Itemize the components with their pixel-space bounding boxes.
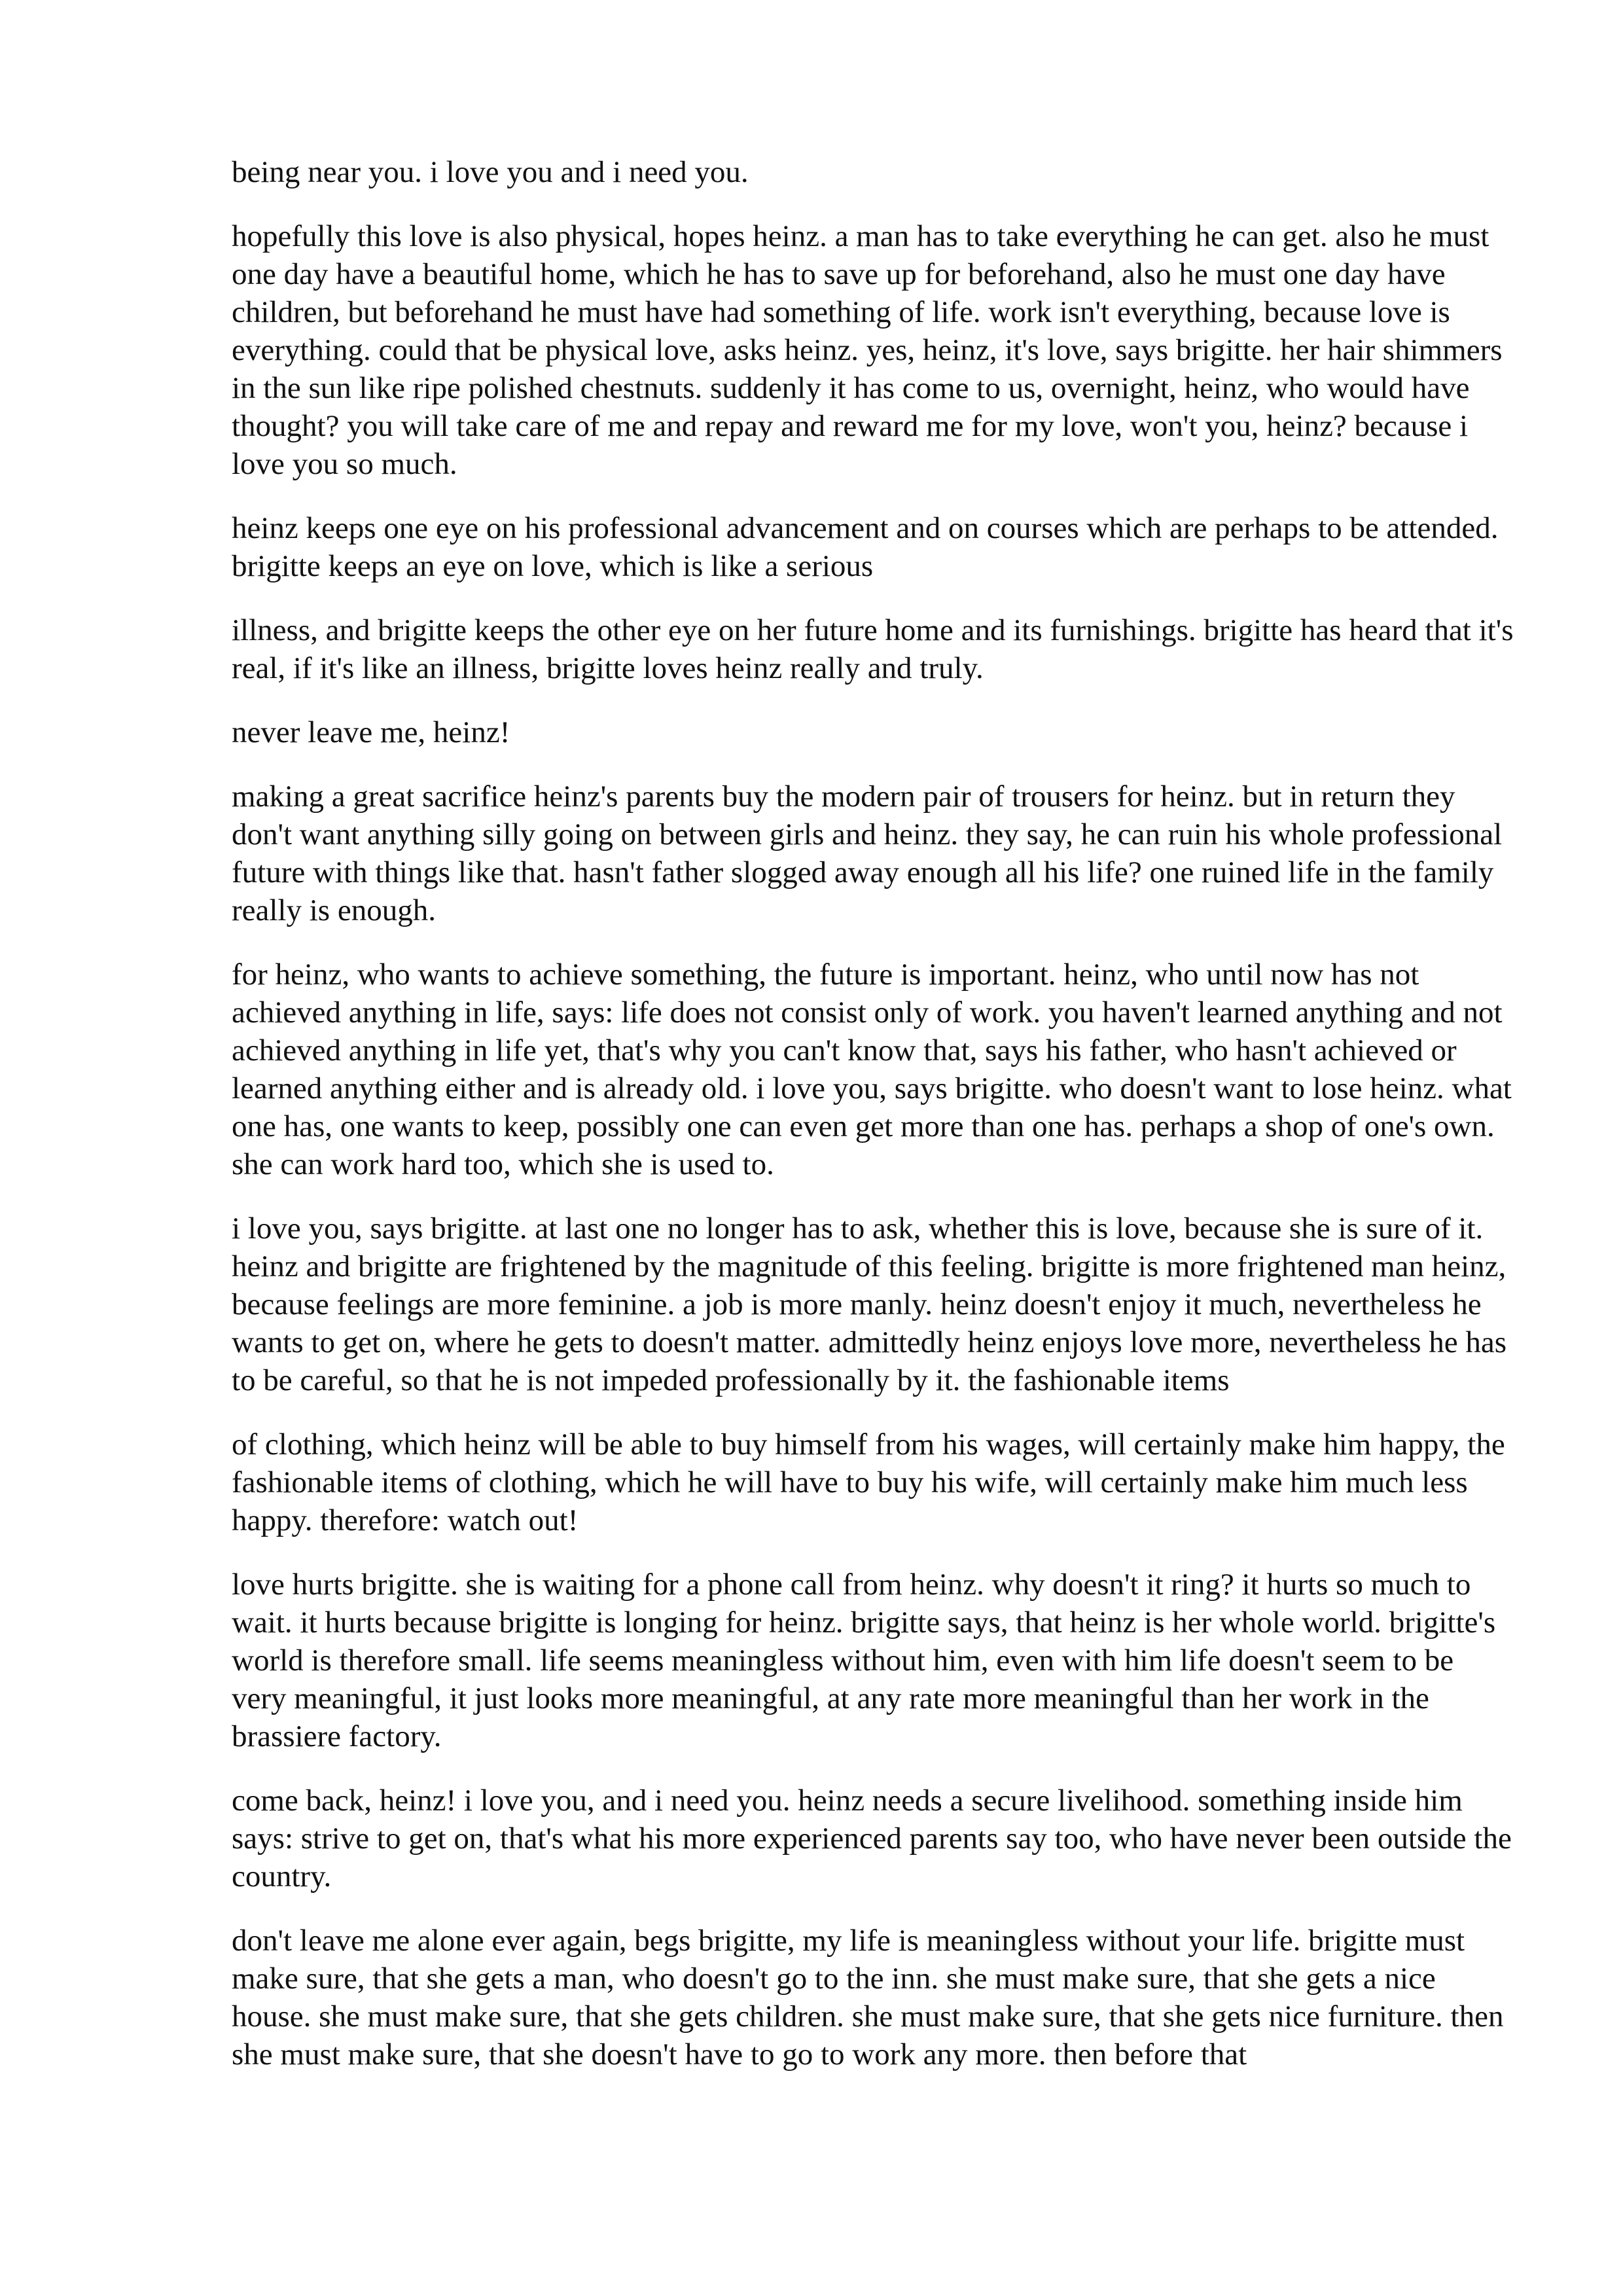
paragraph-10: love hurts brigitte. she is waiting for a phone call from heinz. why doesn't it ring? it hurts so much to wait. it hurts because brigitte is longing for heinz. brigitte says, that heinz is her whole world. brigitte's world is therefore small. life seems meaningless without him, even with him life doesn't seem to be very meaningful, it just looks more meaningful, at any rate more meaningful than her work in the brassiere factory.	[232, 1568, 1496, 1753]
paragraph-9: of clothing, which heinz will be able to buy himself from his wages, will certainly make him happy, the fashionable items of clothing, which he will have to buy his wife, will certainly make him much less happy. therefore: watch out!	[232, 1427, 1505, 1537]
paragraph-11: come back, heinz! i love you, and i need you. heinz needs a secure livelihood. something inside him says: strive to get on, that's what his more experienced parents say too, who have never been outside the country.	[232, 1784, 1512, 1893]
document-page	[232, 153, 1514, 2100]
paragraph-12: don't leave me alone ever again, begs brigitte, my life is meaningless without your life. brigitte must make sure, that she gets a man, who doesn't go to the inn. she must make sure, that she gets a nice house. she must make sure, that she gets children. she must make sure, that she gets nice furniture. then she must make sure, that she doesn't have to go to work any more. then before that	[232, 1924, 1504, 2072]
paragraph-6: making a great sacrifice heinz's parents buy the modern pair of trousers for heinz. but in return they don't want anything silly going on between girls and heinz. they say, he can ruin his whole professional future with things like that. hasn't father slogged away enough all his life? one ruined life in the family really is enough.	[232, 780, 1503, 927]
paragraph-5: never leave me, heinz!	[232, 715, 510, 749]
paragraph-2: hopefully this love is also physical, hopes heinz. a man has to take everything he can get. also he must one day have a beautiful home, which he has to save up for beforehand, also he must one day have children, but beforehand he must have had something of life. work isn't everything, because love is everything. could that be physical love, asks heinz. yes, heinz, it's love, says brigitte. her hair shimmers in the sun like ripe polished chestnuts. suddenly it has come to us, overnight, heinz, who would have thought? you will take care of me and repay and reward me for my love, won't you, heinz? because i love you so much.	[232, 219, 1503, 481]
paragraph-7: for heinz, who wants to achieve something, the future is important. heinz, who until now has not achieved anything in life, says: life does not consist only of work. you haven't learned anything and not achieved anything in life yet, that's why you can't know that, says his father, who hasn't achieved or learned anything either and is already old. i love you, says brigitte. who doesn't want to lose heinz. what one has, one wants to keep, possibly one can even get more than one has. perhaps a shop of one's own. she can work hard too, which she is used to.	[232, 958, 1512, 1181]
paragraph-3: heinz keeps one eye on his professional advancement and on courses which are perhaps to be attended. brigitte keeps an eye on love, which is like a serious	[232, 511, 1499, 583]
paragraph-4: illness, and brigitte keeps the other eye on her future home and its furnishings. brigitte has heard that it's real, if it's like an illness, brigitte loves heinz really and truly.	[232, 613, 1514, 685]
paragraph-1: being near you. i love you and i need you.	[232, 155, 749, 189]
paragraph-8: i love you, says brigitte. at last one no longer has to ask, whether this is love, because she is sure of it. heinz and brigitte are frightened by the magnitude of this feeling. brigitte is more frightened man heinz, because feelings are more feminine. a job is more manly. heinz doesn't enjoy it much, nevertheless he wants to get on, where he gets to doesn't matter. admittedly heinz enjoys love more, nevertheless he has to be careful, so that he is not impeded professionally by it. the fashionable items	[232, 1211, 1507, 1397]
